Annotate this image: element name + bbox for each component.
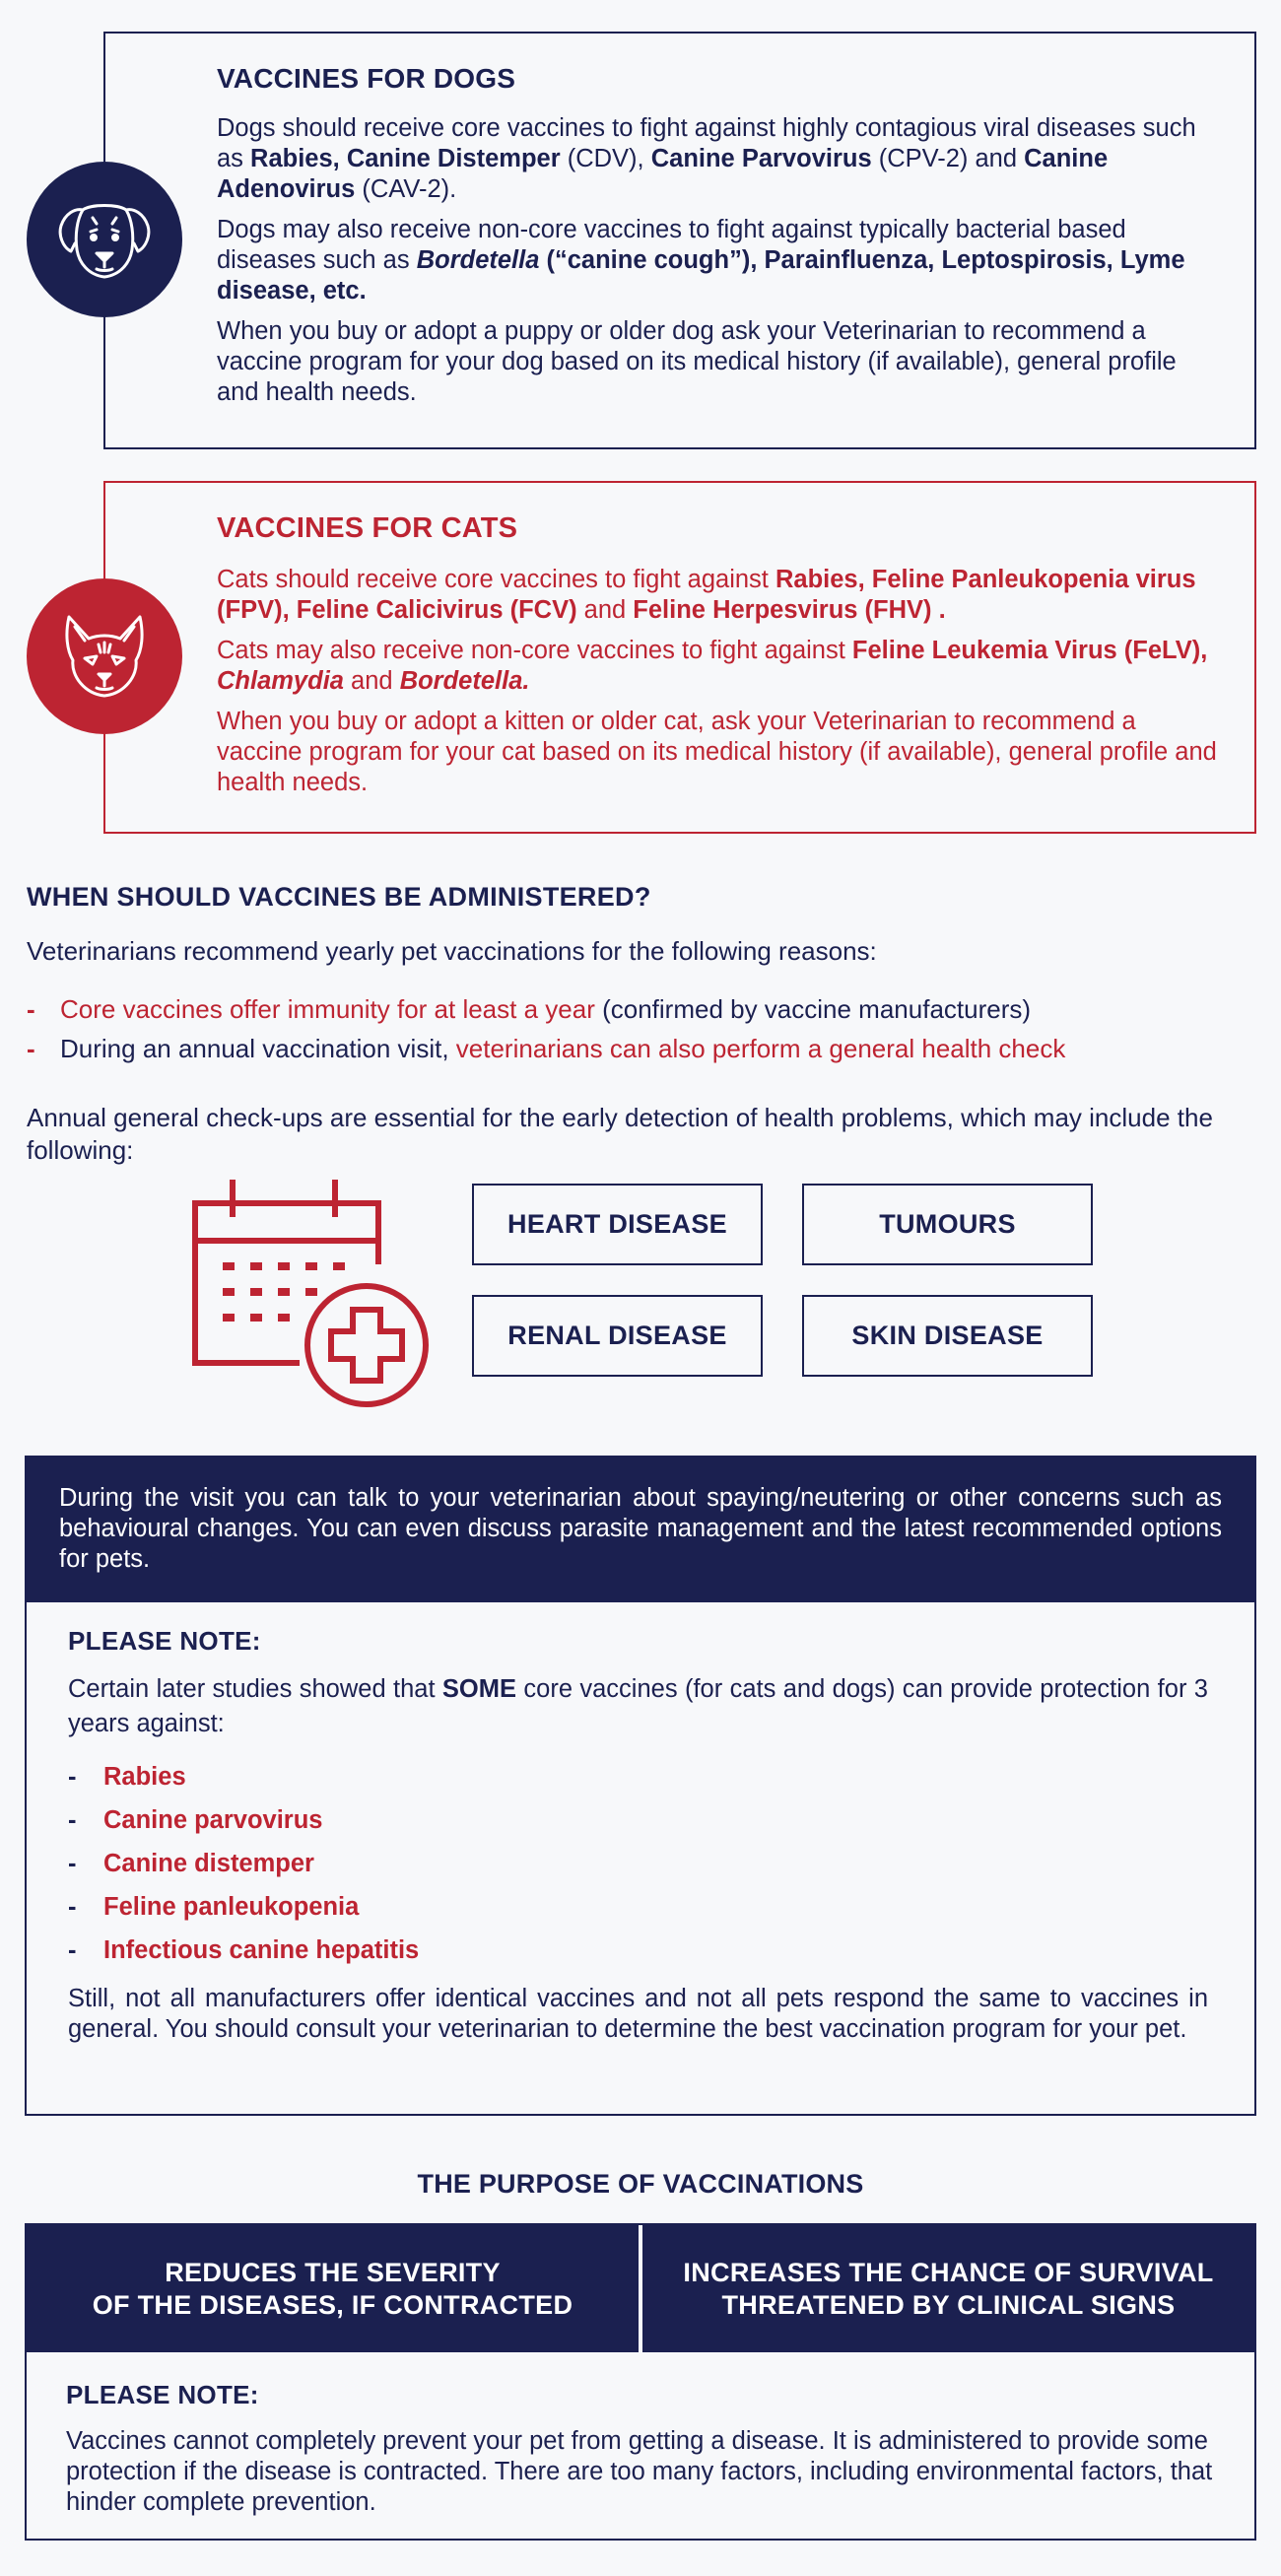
list-item: - Infectious canine hepatitis	[68, 1929, 1208, 1972]
text-segment: (CPV-2) and	[871, 145, 1025, 172]
cats-noncore-paragraph	[217, 636, 1217, 697]
visit-panel	[25, 1456, 1256, 2116]
cats-advice-paragraph: When you buy or adopt a kitten or older cat, ask your Veterinarian to recommend a vaccine program for your cat based on its medical history (if available), general profile and health needs.	[217, 708, 1217, 796]
text-segment: Canine Parvovirus	[650, 145, 872, 172]
note-paragraph	[68, 1672, 1208, 1741]
reason2-highlight: veterinarians can also perform a general health check	[455, 1034, 1066, 1063]
text-segment: Canine Adenovirus	[217, 145, 1109, 203]
text-segment: and	[343, 667, 400, 695]
cats-card	[103, 481, 1256, 834]
calendar-medical-icon	[185, 1176, 441, 1417]
tumours-box: TUMOURS	[802, 1184, 1093, 1265]
cat-face-icon	[27, 578, 182, 734]
text-segment: Feline Leukemia Virus (FeLV),	[851, 637, 1208, 664]
list-item	[27, 1029, 1065, 1068]
consult-paragraph: Still, not all manufacturers offer identical vaccines and not all pets respond the same to vaccines in general. You should consult your veterinarian to determine the best vaccination program for your pet.	[68, 1985, 1208, 2043]
reasons-list	[27, 989, 1065, 1068]
list-item: - Canine parvovirus	[68, 1798, 1208, 1842]
when-section-title: WHEN SHOULD VACCINES BE ADMINISTERED?	[27, 882, 651, 912]
when-intro: Veterinarians recommend yearly pet vaccinations for the following reasons:	[27, 936, 877, 966]
text-segment: Cats should receive core vaccines to fight against	[217, 566, 775, 593]
renal-disease-box: RENAL DISEASE	[472, 1295, 763, 1377]
dash-bullet: -	[27, 994, 35, 1024]
purpose-left-line2: OF THE DISEASES, IF CONTRACTED	[92, 2289, 573, 2320]
dash-bullet: -	[27, 1034, 35, 1063]
list-item: - Feline panleukopenia	[68, 1885, 1208, 1929]
text-segment: Bordetella.	[399, 667, 530, 695]
purpose-survival-cell	[642, 2225, 1254, 2352]
text-segment: Bordetella	[416, 246, 540, 274]
list-item-label: Rabies	[103, 1763, 186, 1791]
text-segment: Feline Herpesvirus (FHV) .	[633, 596, 946, 624]
list-item: - Rabies	[68, 1755, 1208, 1798]
text-segment: Rabies, Feline Panleukopenia virus (FPV), Feline Calicivirus (FCV)	[217, 566, 1196, 624]
reason1-highlight: Core vaccines offer immunity for at least a year	[60, 994, 595, 1024]
skin-disease-box: SKIN DISEASE	[802, 1295, 1093, 1377]
dog-face-icon	[27, 162, 182, 317]
purpose-severity-cell	[27, 2225, 639, 2352]
text-segment: Dogs may also receive non-core vaccines to fight against typically bacterial based diseases such as	[217, 216, 1126, 274]
purpose-note-text: Vaccines cannot completely prevent your pet from getting a disease. It is administered to provide some protection if the disease is contracted. There are too many factors, including environmental factors, that hinder complete prevention.	[66, 2427, 1213, 2516]
text-segment: and	[576, 596, 634, 624]
list-item-label: Canine parvovirus	[103, 1806, 323, 1834]
dogs-core-paragraph	[217, 113, 1217, 205]
purpose-right-line1: INCREASES THE CHANCE OF SURVIVAL	[683, 2257, 1214, 2287]
please-note-title: PLEASE NOTE:	[68, 1626, 261, 1656]
note-start: Certain later studies showed that	[68, 1675, 442, 1703]
visit-banner: During the visit you can talk to your veterinarian about spaying/neutering or other concerns such as behavioural changes. You can even discuss parasite management and the latest recommended options for pets.	[27, 1457, 1254, 1602]
reason2-start: During an annual vaccination visit,	[60, 1034, 456, 1063]
cats-title: VACCINES FOR CATS	[217, 512, 518, 544]
dogs-advice-paragraph: When you buy or adopt a puppy or older dog ask your Veterinarian to recommend a vaccine program for your dog based on its medical history (if available), general profile and health needs.	[217, 317, 1177, 406]
text-segment: Cats may also receive non-core vaccines to fight against	[217, 637, 852, 664]
purpose-left-line1: REDUCES THE SEVERITY	[165, 2257, 501, 2287]
purpose-note-title: PLEASE NOTE:	[66, 2380, 259, 2409]
heart-disease-box: HEART DISEASE	[472, 1184, 763, 1265]
purpose-panel	[25, 2223, 1256, 2541]
text-segment: Chlamydia	[217, 667, 344, 695]
dogs-card	[103, 32, 1256, 449]
dogs-title: VACCINES FOR DOGS	[217, 63, 516, 94]
reason1-rest: (confirmed by vaccine manufacturers)	[594, 994, 1032, 1024]
text-segment: Dogs should receive core vaccines to fight against highly contagious viral diseases such as	[217, 114, 1196, 172]
list-item-label: Feline panleukopenia	[103, 1893, 360, 1921]
note-end: core vaccines (for cats and dogs) can provide protection for 3 years against:	[68, 1675, 1208, 1737]
text-segment: Rabies, Canine Distemper	[250, 145, 561, 172]
text-segment: (“canine cough”), Parainfluenza, Leptospirosis, Lyme disease, etc.	[217, 246, 1185, 305]
three-year-vaccine-list	[68, 1755, 1208, 1972]
list-item-label: Infectious canine hepatitis	[103, 1936, 420, 1964]
purpose-title: THE PURPOSE OF VACCINATIONS	[417, 2169, 864, 2199]
list-item: - Canine distemper	[68, 1842, 1208, 1885]
text-segment: (CDV),	[560, 145, 651, 172]
cats-core-paragraph	[217, 565, 1217, 626]
list-item-label: Canine distemper	[103, 1850, 314, 1877]
dogs-noncore-paragraph	[217, 215, 1217, 306]
note-emphasis: SOME	[441, 1675, 517, 1703]
purpose-right-line2: THREATENED BY CLINICAL SIGNS	[721, 2289, 1176, 2320]
list-item	[27, 989, 1065, 1029]
text-segment: (CAV-2).	[355, 175, 457, 203]
checkup-paragraph: Annual general check-ups are essential for the early detection of health problems, which may include the following:	[27, 1103, 1213, 1165]
